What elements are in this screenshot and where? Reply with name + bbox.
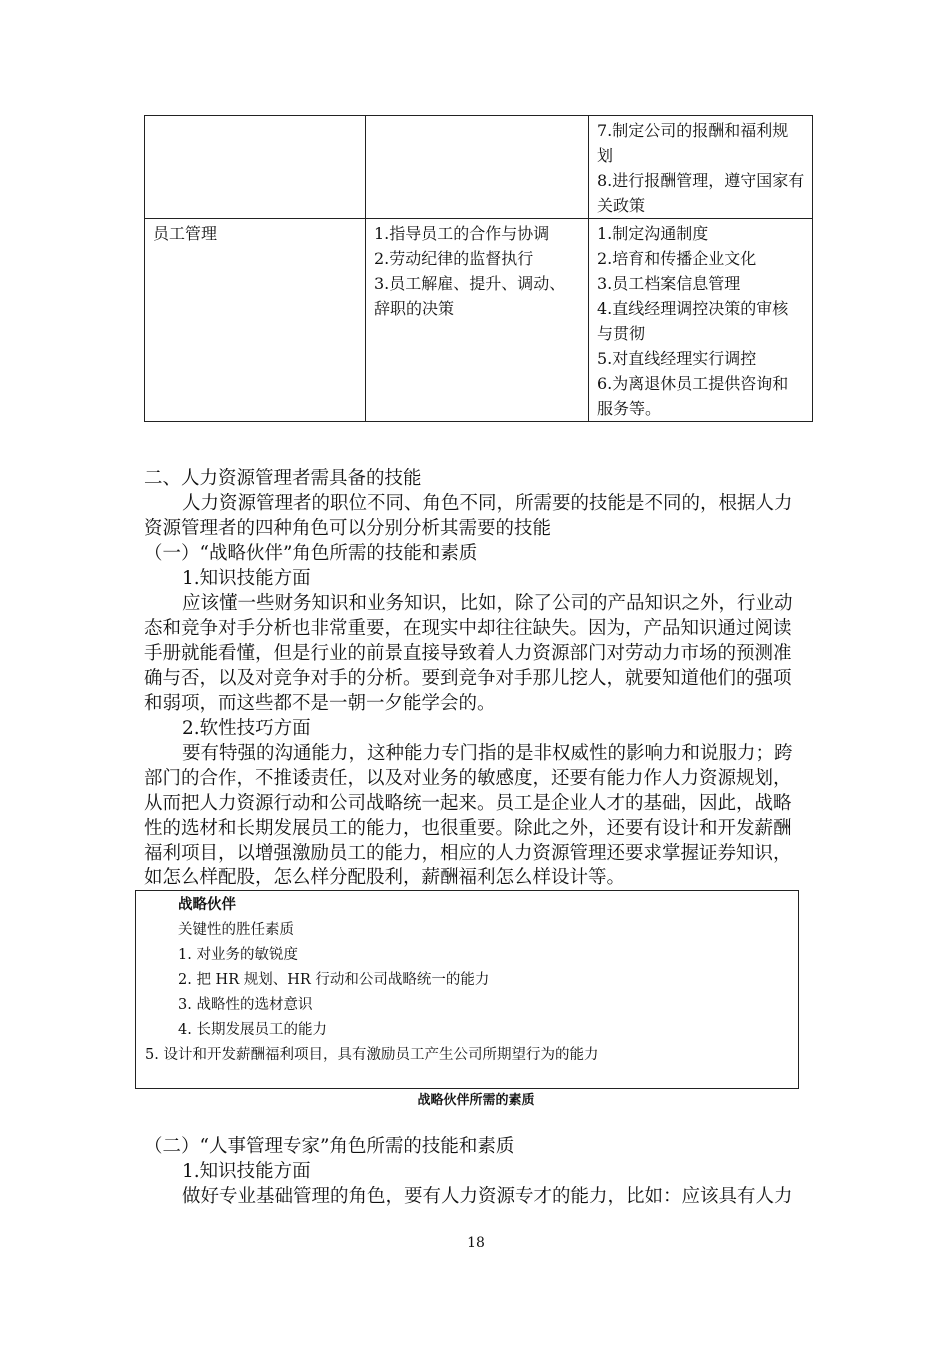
paragraph-line: 性的选材和长期发展员工的能力，也很重要。除此之外，还要有设计和开发薪酬: [144, 818, 792, 839]
cell-text: 员工管理: [153, 224, 218, 243]
cell-text: 辞职的决策: [374, 299, 455, 318]
box-caption: 战略伙伴所需的素质: [417, 1093, 535, 1108]
box-list-item: 2. 把 HR 规划、HR 行动和公司战略统一的能力: [178, 972, 490, 988]
paragraph-line: 确与否，以及对竞争对手的分析。要到竞争对手那儿挖人，就要知道他们的强项: [144, 668, 792, 689]
subsection-heading: （一）“战略伙伴”角色所需的技能和素质: [144, 543, 478, 564]
box-list-item: 4. 长期发展员工的能力: [178, 1022, 327, 1038]
box-title: 战略伙伴: [178, 897, 236, 913]
cell-text: 8.进行报酬管理，遵守国家有: [597, 171, 805, 190]
table-row: [145, 116, 813, 219]
paragraph-line: 做好专业基础管理的角色，要有人力资源专才的能力，比如：应该具有人力: [182, 1186, 793, 1207]
cell-text: 1.指导员工的合作与协调: [374, 224, 550, 243]
paragraph-line: 如怎么样配股，怎么样分配股利，薪酬福利怎么样设计等。: [144, 867, 626, 888]
cell-text: 3.员工档案信息管理: [597, 274, 741, 293]
cell-text: 2.劳动纪律的监督执行: [374, 249, 534, 268]
paragraph-line: 福利项目，以增强激励员工的能力，相应的人力资源管理还要求掌握证券知识，: [144, 843, 792, 864]
table-cell: [589, 219, 813, 422]
table-cell: [366, 116, 589, 219]
cell-text: 2.培育和传播企业文化: [597, 249, 757, 268]
table-cell: [145, 116, 366, 219]
paragraph-line: 部门的合作，不推诿责任，以及对业务的敏感度，还要有能力作人力资源规划，: [144, 768, 792, 789]
paragraph-line: 人力资源管理者的职位不同、角色不同，所需要的技能是不同的，根据人力: [182, 493, 793, 514]
competency-box: [135, 890, 799, 1089]
paragraph-line: 应该懂一些财务知识和业务知识，比如，除了公司的产品知识之外，行业动: [182, 593, 793, 614]
cell-text: 5.对直线经理实行调控: [597, 349, 757, 368]
paragraph-line: 资源管理者的四种角色可以分别分析其需要的技能: [144, 518, 552, 539]
table-cell: [145, 219, 366, 422]
table-row: [145, 219, 813, 422]
paragraph-line: 要有特强的沟通能力，这种能力专门指的是非权威性的影响力和说服力；跨: [182, 743, 793, 764]
box-list-item: 5. 设计和开发薪酬福利项目，具有激励员工产生公司所期望行为的能力: [145, 1047, 599, 1063]
list-heading: 1.知识技能方面: [182, 568, 311, 589]
list-heading: 1.知识技能方面: [182, 1161, 311, 1182]
page-number: 18: [467, 1235, 485, 1251]
box-subtitle: 关键性的胜任素质: [178, 922, 294, 938]
cell-text: 3.员工解雇、提升、调动、: [374, 274, 566, 293]
table-cell: [366, 219, 589, 422]
cell-text: 服务等。: [597, 399, 662, 418]
table-cell: [589, 116, 813, 219]
cell-text: 关政策: [597, 196, 646, 215]
cell-text: 6.为离退休员工提供咨询和: [597, 374, 789, 393]
cell-text: 1.制定沟通制度: [597, 224, 709, 243]
paragraph-line: 态和竞争对手分析也非常重要，在现实中却往往缺失。因为，产品知识通过阅读: [144, 618, 792, 639]
list-heading: 2.软性技巧方面: [182, 718, 311, 739]
section-heading: 二、人力资源管理者需具备的技能: [144, 468, 422, 489]
cell-text: 4.直线经理调控决策的审核: [597, 299, 789, 318]
responsibility-table: [144, 115, 813, 422]
box-list-item: 3. 战略性的选材意识: [178, 997, 313, 1013]
paragraph-line: 和弱项，而这些都不是一朝一夕能学会的。: [144, 693, 496, 714]
cell-text: 与贯彻: [597, 324, 646, 343]
cell-text: 7.制定公司的报酬和福利规: [597, 121, 789, 140]
paragraph-line: 手册就能看懂，但是行业的前景直接导致着人力资源部门对劳动力市场的预测准: [144, 643, 792, 664]
subsection-heading: （二）“人事管理专家”角色所需的技能和素质: [144, 1136, 515, 1157]
cell-text: 划: [597, 146, 614, 165]
box-list-item: 1. 对业务的敏锐度: [178, 947, 298, 963]
paragraph-line: 从而把人力资源行动和公司战略统一起来。员工是企业人才的基础，因此，战略: [144, 793, 792, 814]
